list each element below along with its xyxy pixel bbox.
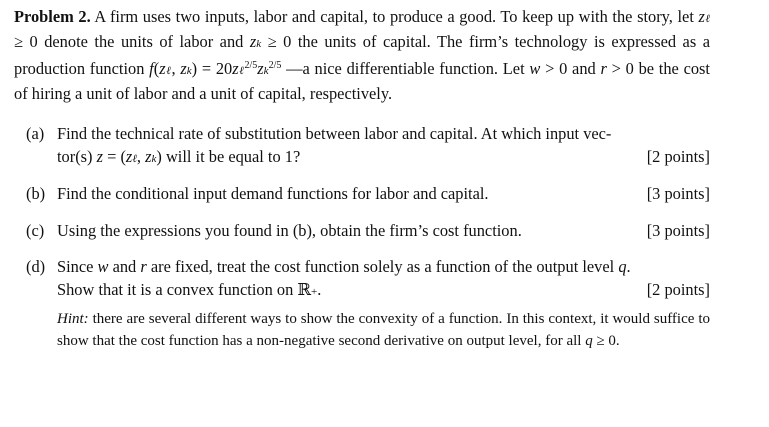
hint-paragraph: Hint: there are several different ways to show the convexity of a function. In this context, it would suffice to show that the cost function has a non-negative second derivative on output level, for all q ≥ 0. bbox=[57, 311, 711, 349]
problem-page: Problem 2. A firm uses two inputs, labor and capital, to produce a good. To keep up with the story, let zℓ ≥ 0 denote the units of labor and zk ≥ 0 the units of capital. The firm’s technology is expressed as a production function f(zℓ, $zk) = 20z\ell^{2/5}zk^{2/5}$ —a nice differentiable function. Let w > 0 and r > 0 be the cost of hiring a unit of labor and a unit of capital, respectively. (a) Find the technical rate of substitution between labor and capital. At which input vec- tor(s) z = (zℓ, zk) will it be equal to 1? [2 points] (b) Find the conditional input demand functions for labor and capital. [3 points] (c) Using the expressions you found in (b), obtain the firm’s cost function. [3 points] (d) Since w and r are fixed, treat the cost function solely as a function of the output level q. Show that it is a convex function on ℝ+. [2 points] Hint: there are several different ways to show the convexity of a function. In this context, it would suffice to show that the cost function has a non-negative second derivative on output level, for all q ≥ 0. bbox=[0, 0, 769, 427]
labor-var: zℓ bbox=[698, 7, 710, 26]
nonneg-reals: ℝ+ bbox=[297, 280, 318, 299]
problem-statement: Problem 2. A firm uses two inputs, labor and capital, to produce a good. To keep up with the story, let zℓ ≥ 0 denote the units of labor and zk ≥ 0 the units of capital. The firm’s technology is expressed as a production function f(zℓ, $zk) = 20z\ell^{2/5}zk^{2/5}$ —a nice differentiable function. Let w > 0 and r > 0 be the cost of hiring a unit of labor and a unit of capital, respectively. bbox=[14, 7, 710, 103]
part-a-tag: (a) bbox=[26, 124, 45, 143]
part-a-points: [2 points] bbox=[646, 147, 710, 166]
part-c-points: [3 points] bbox=[646, 221, 710, 240]
part-b-text: Find the conditional input demand functions for labor and capital. bbox=[57, 184, 489, 203]
rent-var: r bbox=[600, 59, 607, 78]
input-vector: z bbox=[96, 147, 104, 166]
part-b-tag: (b) bbox=[26, 184, 46, 203]
production-function: f(zℓ, $zk) = 20z\ell^{2/5}zk^{2/5}$ bbox=[149, 59, 282, 78]
problem-label: Problem 2. bbox=[14, 7, 91, 26]
part-d-tag: (d) bbox=[26, 257, 46, 276]
part-d-points: [2 points] bbox=[646, 280, 710, 299]
part-b-points: [3 points] bbox=[646, 184, 710, 203]
capital-var: zk bbox=[249, 31, 262, 51]
wage-var: w bbox=[529, 59, 541, 78]
part-a-line-1: Find the technical rate of substitution between labor and capital. At which input vec- bbox=[57, 124, 612, 143]
part-c-tag: (c) bbox=[26, 221, 45, 240]
part-c-text: Using the expressions you found in (b), obtain the firm’s cost function. bbox=[57, 221, 522, 240]
hint-label: Hint: bbox=[57, 311, 89, 327]
problem-line-1: A firm uses two inputs, labor and capital, to produce a good. To keep up with the bbox=[94, 7, 633, 26]
